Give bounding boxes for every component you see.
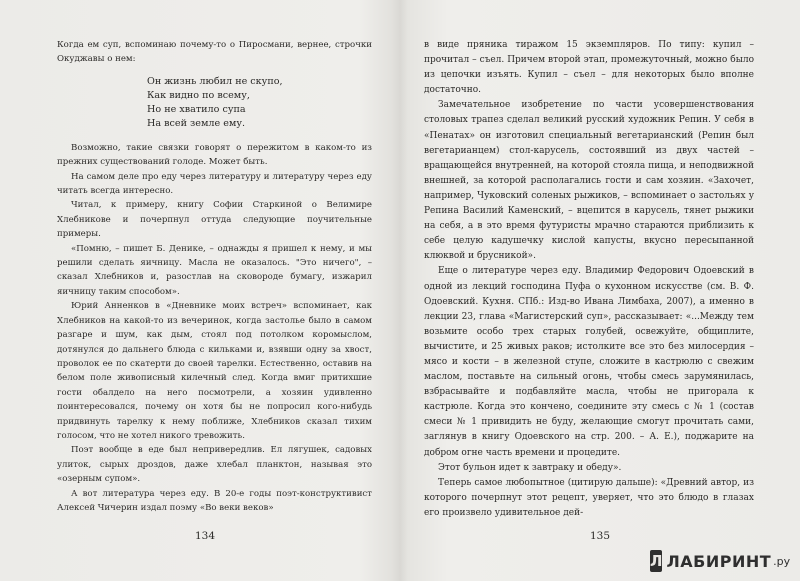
watermark-suffix: .ру [773,554,791,568]
poem-quote [147,75,372,131]
paragraph: в виде пряника тиражом 15 экземпляров. По типу: купил – прочитал – съел. Причем второй этап, промежуточный, можно было из цепочки изъять. Купил – съел – для некоторых было вполне достаточно. [424,40,754,96]
poem-line: Как видно по всему, [147,89,250,101]
page-number: 134 [195,530,216,542]
paragraph: А вот литература через еду. В 20-е годы поэт-конструктивист Алексей Чичерин издал поэму «Во веки веков» [57,488,372,513]
paragraph: Замечательное изобретение по части усовершенствования столовых трапез сделал великий русский художник Репин. У себя в «Пенатах» он изготовил специальный вегетарианский (Репин был вегетарианцем) стол-карусель, состоявший из двух частей – вращающейся внутренней, на которой стояла пища, и неподвижной внешней, за которой располагались гости и сам хозяин. «Захочет, например, Чуковский соленых рыжиков, – вспоминает о застольях у Репина Василий Каменский, – вцепится в карусель, тянет рыжики на себя, а в это время футуристы мрачно стараются приблизить к себе целую кадушечку кислой капусты, вкусно пересыпанной клюквой и брусникой». [424,100,754,262]
paragraph: Теперь самое любопытное (цитирую дальше): «Древний автор, из которого почерпнут этот рецепт, уверяет, что это блюдо в глазах его произвело удивительное дей- [424,477,754,518]
paragraph: Когда ем суп, вспоминаю почему-то о Пиросмани, вернее, строчки Окуджавы о нем: [57,40,372,65]
watermark-word: ЛАБИРИНТ [666,551,772,571]
labirint-logo-icon: Л [650,552,663,570]
poem-line: На всей земле ему. [147,117,246,129]
left-page-text [57,38,372,515]
paragraph: «Помню, – пишет Б. Денике, – однажды я пришел к нему, и мы решили сделать яичницу. Масла не оказалось. "Это ничего", – сказал Хлебников и, разостлав на сковороде бумагу, изжарил яичницу таким способом». [57,243,372,297]
right-page-text [424,38,754,521]
paragraph: Читал, к примеру, книгу Софии Старкиной о Велимире Хлебникове и почерпнул оттуда следующие поучительные примеры. [57,200,372,240]
poem-line: Но не хватило супа [147,103,246,115]
paragraph: Возможно, такие связки говорят о пережитом в каком-то из прежних существований голоде. Может быть. [57,142,372,168]
paragraph: Поэт вообще в еде был непривередлив. Ел лягушек, садовых улиток, сырых дроздов, даже хлебал планктон, называя это «озерным супом». [57,445,372,485]
paragraph: Этот бульон идет к завтраку и обеду». [438,462,622,473]
paragraph: Юрий Анненков в «Дневнике моих встреч» вспоминает, как Хлебников на какой-то из вечеринок, когда застолье было в самом разгаре и шум, как дым, стоял под потолком коромыслом, дотянулся до дальнего блюда с кильками и, взявши одну за хвост, проволок ее по скатерти до своей тарелки. Естественно, оставив на белом поле живописный килечный след. Когда вмиг притихшие гости обалдело на него посмотрели, а хозяин удивленно поинтересовался, почему он хотя бы не попросил кого-нибудь придвинуть тарелку к нему поближе, Хлебников сказал тихим голосом, что не хотел никого тревожить. [57,301,372,441]
paragraph: На самом деле про еду через литературу и литературу через еду читать всегда интересно. [57,171,372,197]
paragraph: Еще о литературе через еду. Владимир Федорович Одоевский в одной из лекций господина Пуфа о кухонном искусстве (см. В. Ф. Одоевский. Кухня. СПб.: Изд-во Ивана Лимбаха, 2007), а именно в лекции 23, глава «Магистерский суп», рассказывает: «...Между тем возьмите особо трех старых голубей, освежуйте, общиплите, вычистите, и 25 живых раков; истолките все это без милосердия – мясо и кости – в железной ступе, сложите в кастрюлю с свежим маслом, поставьте на сильный огонь, чтобы смесь зарумянилась, взбрасывайте и подбавляйте масла, чтобы не пригорала к кастрюле. Когда это кончено, соедините эту смесь с № 1 (состав смеси № 1 привидить не буду, желающие смогут прочитать сами, заглянув в книгу Одоевского на стр. 200. – А. Е.), поджарите на добром огне часть времени и процедите. [424,266,754,458]
labirint-watermark [650,548,790,574]
right-page [400,0,800,581]
poem-line: Он жизнь любил не скупо, [147,75,283,87]
page-number: 135 [590,530,611,542]
